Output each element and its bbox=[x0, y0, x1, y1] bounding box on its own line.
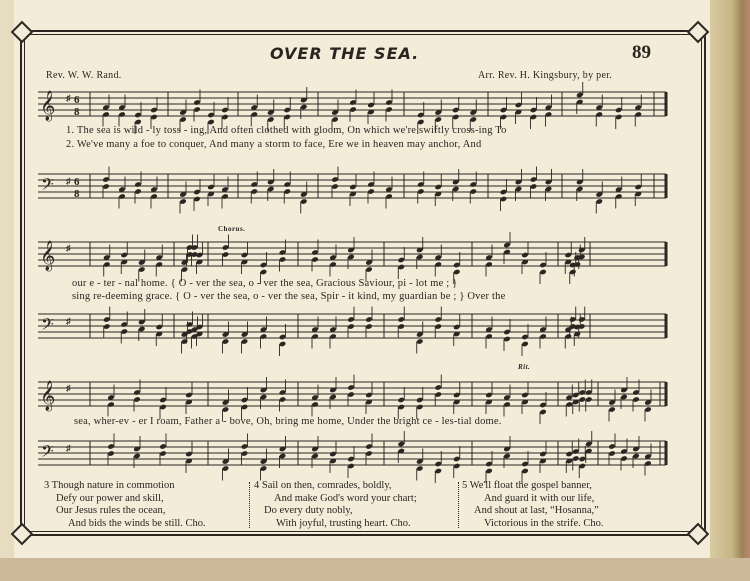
treble-staff-3 bbox=[38, 378, 668, 414]
treble-staff-2-graphic bbox=[38, 238, 668, 274]
svg-text:♯: ♯ bbox=[66, 443, 71, 453]
page-number: 89 bbox=[632, 42, 651, 63]
system-1-lyric-line-2: 2. We've many a foe to conquer, And many a storm to face, Ere we in heaven may anchor, And bbox=[66, 139, 482, 150]
bass-staff-2 bbox=[38, 310, 668, 346]
svg-text:𝄢: 𝄢 bbox=[41, 314, 54, 338]
verse-3-line-1: 3 Though nature in commotion bbox=[44, 480, 175, 491]
svg-text:♯: ♯ bbox=[66, 176, 71, 186]
system-3-lyric-line-1: sea, wher-ev - er I roam, Father a - bove, Oh, bring me home, Under the bright ce - les-tial dome. bbox=[74, 416, 502, 427]
verse-3-line-4: And bids the winds be still. Cho. bbox=[68, 517, 206, 529]
verse-4-line-1: 4 Sail on then, comrades, boldly, bbox=[254, 480, 392, 491]
verse-5-line-1: 5 We'll float the gospel banner, bbox=[462, 480, 592, 491]
svg-text:𝄞: 𝄞 bbox=[40, 91, 56, 121]
composer-credit: Rev. W. W. Rand. bbox=[46, 70, 122, 81]
verse-3-line-2: Defy our power and skill, bbox=[56, 492, 164, 504]
svg-text:8: 8 bbox=[74, 106, 80, 118]
verse-4-line-2: And make God's word your chart; bbox=[274, 492, 417, 504]
chorus-label: Chorus. bbox=[218, 225, 246, 233]
verse-4-line-4: With joyful, trusting heart. Cho. bbox=[276, 517, 411, 529]
system-2-lyric-line-1: our e - ter - nal home. { O - ver the sea, o - ver the sea, Gracious Saviour, pi - lot me ; } bbox=[72, 278, 458, 289]
verse-5 bbox=[462, 480, 604, 530]
treble-staff-2 bbox=[38, 238, 668, 274]
system-1-lyric-line-1: 1. The sea is wild - ly toss - ing, And often clothed with gloom, On which we're swiftly cross-ing To bbox=[66, 125, 507, 136]
bass-staff-3 bbox=[38, 437, 668, 473]
treble-staff-1 bbox=[38, 88, 668, 124]
ritardando-label: Rit. bbox=[518, 363, 531, 371]
bass-staff-1-graphic bbox=[38, 170, 668, 206]
verse-3-line-3: Our Jesus rules the ocean, bbox=[56, 505, 166, 516]
treble-staff-1-graphic bbox=[38, 88, 668, 124]
svg-text:8: 8 bbox=[74, 188, 80, 200]
svg-text:6: 6 bbox=[74, 94, 80, 106]
verse-4 bbox=[254, 480, 417, 530]
svg-text:𝄢: 𝄢 bbox=[41, 174, 54, 198]
svg-text:♯: ♯ bbox=[66, 93, 71, 103]
svg-text:♯: ♯ bbox=[66, 316, 71, 326]
svg-text:𝄢: 𝄢 bbox=[41, 441, 54, 465]
svg-text:♯: ♯ bbox=[66, 243, 71, 253]
bass-staff-1 bbox=[38, 170, 668, 206]
hymn-title: OVER THE SEA. bbox=[270, 44, 420, 63]
verse-5-line-3: And shout at last, “Hosanna,” bbox=[474, 505, 599, 516]
bass-staff-3-graphic bbox=[38, 437, 668, 473]
book-binding bbox=[710, 0, 750, 581]
svg-text:𝄞: 𝄞 bbox=[40, 241, 56, 271]
verse-divider-2 bbox=[458, 482, 459, 528]
treble-staff-3-graphic bbox=[38, 378, 668, 414]
bass-staff-2-graphic bbox=[38, 310, 668, 346]
arranger-credit: Arr. Rev. H. Kingsbury, by per. bbox=[478, 70, 613, 81]
verse-divider-1 bbox=[249, 482, 250, 528]
verse-5-line-2: And guard it with our life, bbox=[484, 492, 595, 504]
svg-text:𝄞: 𝄞 bbox=[40, 381, 56, 411]
verse-5-line-4: Victorious in the strife. Cho. bbox=[484, 517, 604, 529]
page-bottom-edge bbox=[0, 558, 750, 581]
verse-4-line-3: Do every duty nobly, bbox=[264, 505, 353, 516]
system-2-lyric-line-2: sing re-deeming grace. { O - ver the sea, o - ver the sea, Spir - it kind, my guardian be ; } Over the bbox=[72, 291, 506, 302]
verse-3 bbox=[44, 480, 206, 530]
svg-text:6: 6 bbox=[74, 176, 80, 188]
svg-text:♯: ♯ bbox=[66, 383, 71, 393]
